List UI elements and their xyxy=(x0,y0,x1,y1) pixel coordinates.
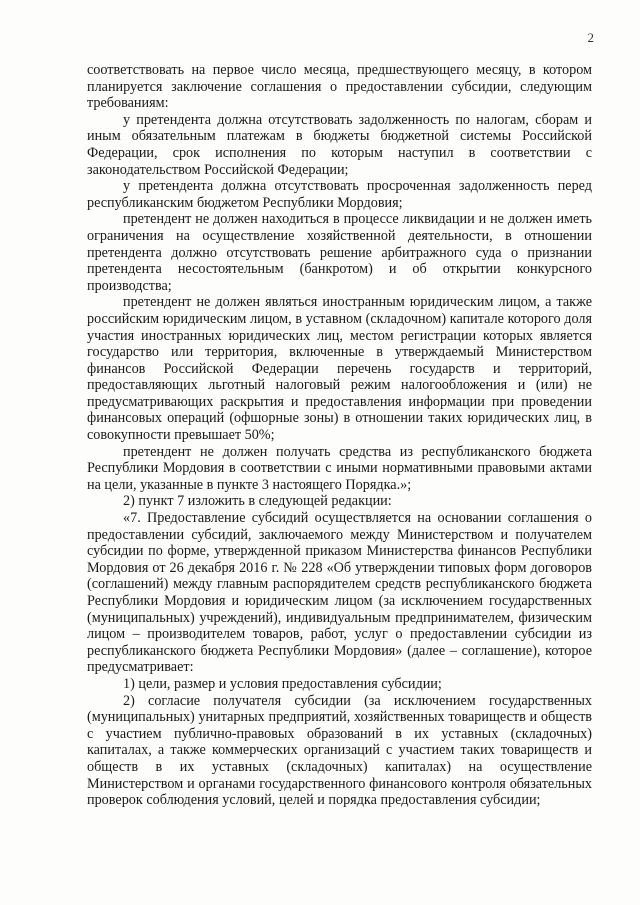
paragraph: 2) пункт 7 изложить в следующей редакции: xyxy=(123,493,392,510)
page-number: 2 xyxy=(587,30,594,45)
paragraph: претендент не должен получать средства из республиканского бюджета Республики Мордовия в соответствии с иными нормативными правовыми актами на цели, указанные в пункте 3 настоящего Порядка.»; xyxy=(87,443,592,493)
paragraph: соответствовать на первое число месяца, предшествующего месяцу, в котором планируется заключение соглашения о предоставлении субсидии, следующим требованиям: xyxy=(87,62,592,112)
paragraph: претендент не должен находиться в процессе ликвидации и не должен иметь ограничения на осуществление хозяйственной деятельности, в отношении претендента должно отсутствовать решение арбитражного суда о признании претендента несостоятельным (банкротом) и об открытии конкурсного производства; xyxy=(87,211,592,294)
paragraph: у претендента должна отсутствовать просроченная задолженность перед республиканским бюджетом Республики Мордовия; xyxy=(87,178,592,211)
paragraph: «7. Предоставление субсидий осуществляется на основании соглашения о предоставлении субсидий, заключаемого между Министерством и получателем субсидии по форме, утвержденной приказом Министерства финансов Республики Мордовия от 26 декабря 2016 г. № 228 «Об утверждении типовых форм договоров (соглашений) между главным распорядителем средств республиканского бюджета Республики Мордовия и юридическим лицом (за исключением государственных (муниципальных) учреждений), индивидуальным предпринимателем, физическим лицом – производителем товаров, работ, услуг о предоставлении субсидии из республиканского бюджета Республики Мордовия» (далее – соглашение), которое предусматривает: xyxy=(87,510,592,676)
paragraph: у претендента должна отсутствовать задолженность по налогам, сборам и иным обязательным платежам в бюджеты бюджетной системы Российской Федерации, срок исполнения по которым наступил в соответствии с законодательством Российской Федерации; xyxy=(87,111,592,178)
paragraph: 2) согласие получателя субсидии (за исключением государственных (муниципальных) унитарных предприятий, хозяйственных товариществ и обществ с участием публично-правовых образований в их уставных (складочных) капиталах, а также коммерческих организаций с участием таких товариществ и обществ в их уставных (складочных) капиталах) на осуществление Министерством и органами государственного финансового контроля обязательных проверок соблюдения условий, целей и порядка предоставления субсидии; xyxy=(87,692,592,809)
paragraph: претендент не должен являться иностранным юридическим лицом, а также российским юридическим лицом, в уставном (складочном) капитале которого доля участия иностранных юридических лиц, местом регистрации которых является государство или территория, включенные в утверждаемый Министерством финансов Российской Федерации перечень государств и территорий, предоставляющих льготный налоговый режим налогообложения и (или) не предусматривающих раскрытия и предоставления информации при проведении финансовых операций (офшорные зоны) в отношении таких юридических лиц, в совокупности превышает 50%; xyxy=(87,294,592,444)
document-body xyxy=(87,62,592,809)
paragraph: 1) цели, размер и условия предоставления субсидии; xyxy=(123,675,442,692)
